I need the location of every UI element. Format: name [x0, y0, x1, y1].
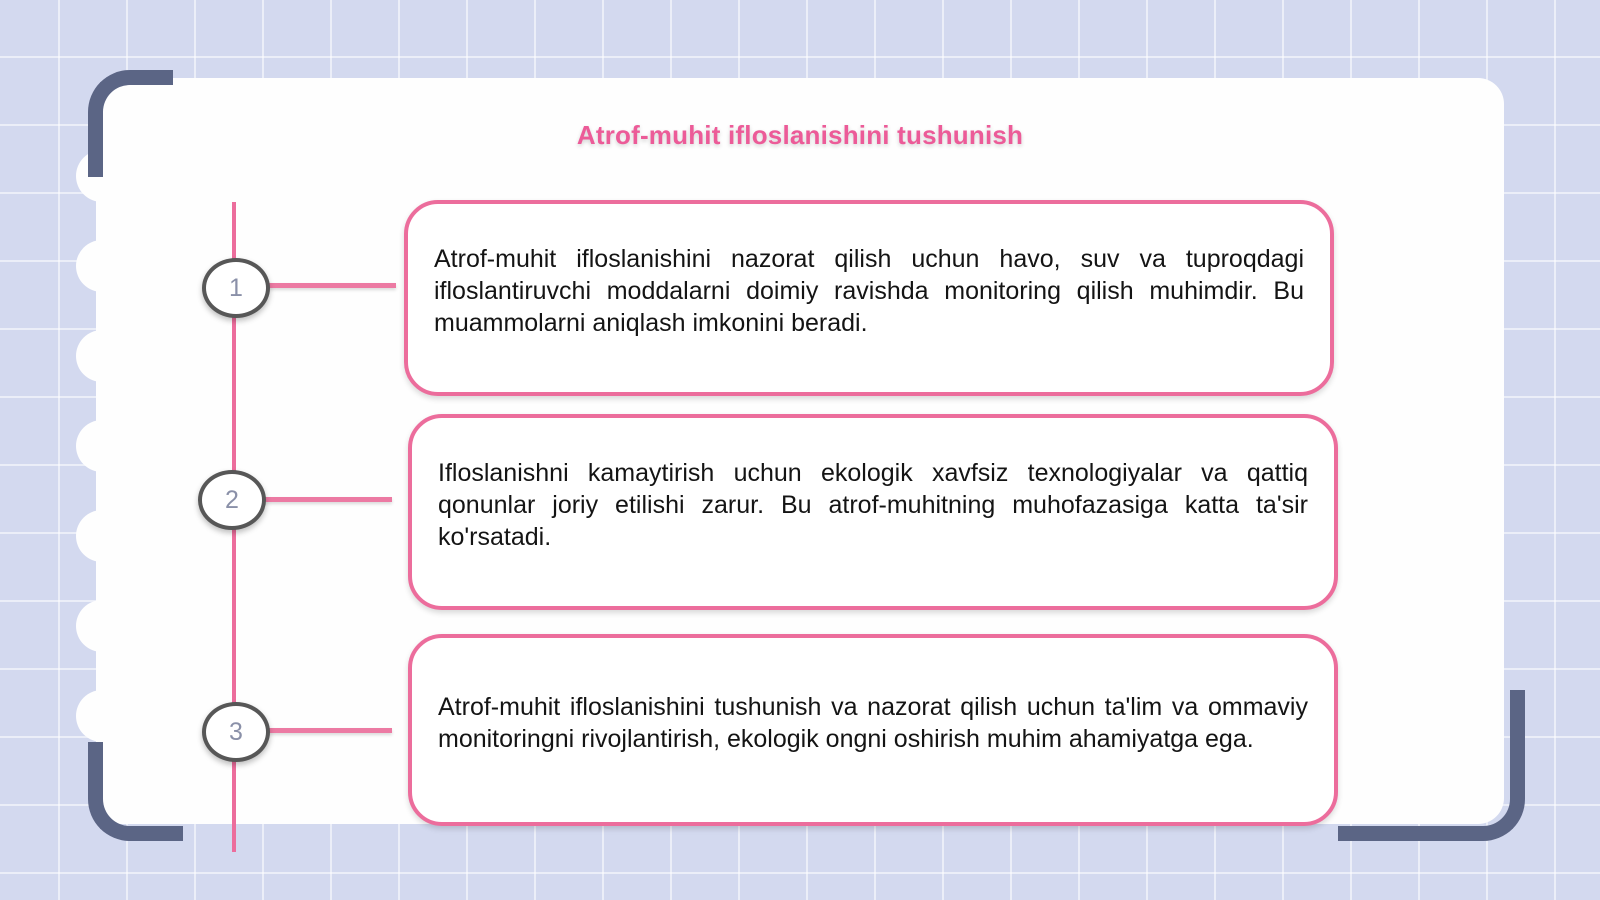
scallop-decoration: [76, 510, 128, 562]
step-number-label: 2: [225, 485, 239, 514]
corner-bracket-bottom-left: [88, 742, 183, 841]
step-box-1: [404, 200, 1334, 396]
step-text-2: Ifloslanishni kamaytirish uchun ekologik xavfsiz texnologiyalar va qattiq qonunlar joriy etilishi zarur. Bu atrof-muhitning muhofazasiga katta ta'sir ko'rsatadi.: [438, 459, 1308, 551]
step-number-2: [198, 470, 266, 530]
scallop-decoration: [76, 420, 128, 472]
step-text-3: Atrof-muhit ifloslanishini tushunish va nazorat qilish uchun ta'lim va ommaviy monitoringni rivojlantirish, ekologik ongni oshirish muhim ahamiyatga ega.: [438, 693, 1308, 753]
step-box-2: [408, 414, 1338, 610]
slide-title: Atrof-muhit ifloslanishini tushunish: [576, 120, 1024, 150]
timeline-connector-1: [266, 283, 396, 288]
scallop-decoration: [76, 690, 128, 742]
step-number-label: 3: [229, 717, 243, 746]
step-box-3: [408, 634, 1338, 826]
scallop-decoration: [76, 330, 128, 382]
timeline-connector-2: [262, 497, 392, 502]
corner-bracket-top-left: [88, 70, 173, 177]
corner-bracket-bottom-right: [1338, 690, 1525, 841]
step-number-3: [202, 702, 270, 762]
scallop-decoration: [76, 240, 128, 292]
step-number-label: 1: [229, 273, 243, 302]
step-number-1: [202, 258, 270, 318]
scallop-decoration: [76, 600, 128, 652]
step-text-1: Atrof-muhit ifloslanishini nazorat qilish uchun havo, suv va tuproqdagi ifloslantiruvchi moddalarni doimiy ravishda monitoring qilish muhimdir. Bu muammolarni aniqlash imkonini beradi.: [434, 245, 1304, 337]
timeline-connector-3: [266, 728, 392, 733]
